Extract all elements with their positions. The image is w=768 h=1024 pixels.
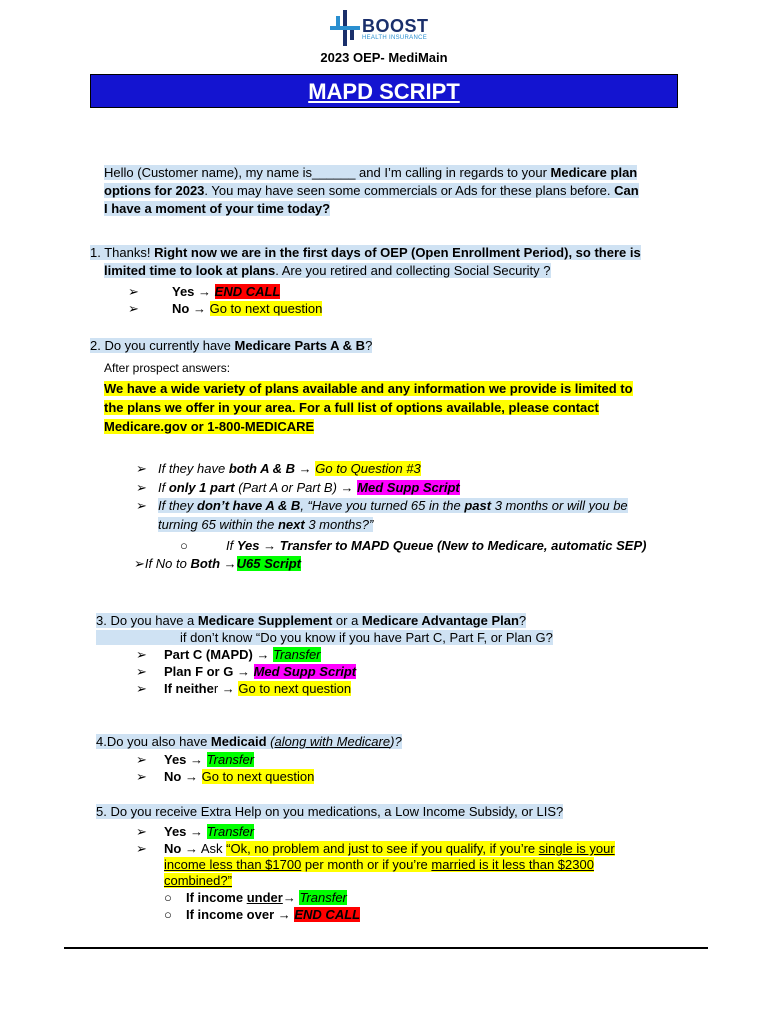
q1-no-option: ➢ No → Go to next question (128, 301, 323, 316)
q2-option-no-both: ➢If No to Both →U65 Script (134, 556, 301, 571)
arrow-bullet-icon: ➢ (136, 664, 147, 679)
arrow-bullet-icon: ➢ (128, 284, 139, 299)
boost-logo-icon (330, 10, 360, 46)
logo-subtext: HEALTH INSURANCE (362, 35, 428, 41)
question-3-line-2: if don’t know “Do you know if you have Part C, Part F, or Plan G? (96, 629, 553, 647)
q1-yes-option: ➢ Yes → END CALL (128, 284, 281, 299)
q2-sub-option-yes: ○ If Yes → Transfer to MAPD Queue (New to Medicare, automatic SEP) (180, 538, 647, 553)
intro-line-3: I have a moment of your time today? (104, 201, 331, 216)
circle-bullet-icon: ○ (180, 538, 188, 553)
disclaimer-line-3: Medicare.gov or 1-800-MEDICARE (104, 419, 315, 434)
disclaimer-line-1: We have a wide variety of plans available and any information we provide is limited to (104, 381, 633, 396)
arrow-bullet-icon: ➢ (136, 841, 147, 856)
arrow-bullet-icon: ➢ (136, 480, 147, 495)
logo-text: BOOST (362, 16, 429, 36)
q5-sub-income-over: ○ If income over → END CALL (164, 907, 361, 922)
q5-no-option-line-1: ➢ No → Ask “Ok, no problem and just to see if you qualify, if you’re single is your (136, 841, 615, 856)
intro-line-1: Hello (Customer name), my name is______ and I’m calling in regards to your Medicare plan (104, 165, 638, 180)
footer-divider (64, 947, 708, 949)
arrow-bullet-icon: ➢ (136, 647, 147, 662)
arrow-bullet-icon: ➢ (136, 498, 147, 513)
after-answers-label: After prospect answers: (104, 361, 231, 375)
intro-line-2: options for 2023. You may have seen some commercials or Ads for these plans before. Can (104, 183, 639, 198)
q5-no-option-line-2: income less than $1700 per month or if you’re married is it less than $2300 (164, 857, 594, 872)
circle-bullet-icon: ○ (164, 907, 172, 922)
question-2: 2. Do you currently have Medicare Parts A & B? (90, 338, 373, 353)
q3-option-plan-f-g: ➢ Plan F or G → Med Supp Script (136, 664, 357, 679)
arrow-bullet-icon: ➢ (134, 556, 145, 571)
q5-yes-option: ➢ Yes → Transfer (136, 824, 255, 839)
q2-option-none-line-2: turning 65 within the next 3 months?” (158, 517, 374, 532)
q2-option-none-line-1: ➢ If they don’t have A & B, “Have you turned 65 in the past 3 months or will you be (136, 498, 628, 513)
arrow-bullet-icon: ➢ (136, 461, 147, 476)
arrow-bullet-icon: ➢ (128, 301, 139, 316)
arrow-bullet-icon: ➢ (136, 769, 147, 784)
question-1-line-2: limited time to look at plans. Are you retired and collecting Social Security ? (104, 263, 551, 278)
circle-bullet-icon: ○ (164, 890, 172, 905)
page-subtitle: 2023 OEP- MediMain (320, 50, 448, 65)
question-4: 4.Do you also have Medicaid (along with Medicare)? (96, 734, 402, 749)
q4-no-option: ➢ No → Go to next question (136, 769, 315, 784)
q5-sub-income-under: ○ If income under→ Transfer (164, 890, 347, 905)
disclaimer-line-2: the plans we offer in your area. For a full list of options available, please contact (104, 400, 599, 415)
arrow-bullet-icon: ➢ (136, 681, 147, 696)
page-title: MAPD SCRIPT (308, 79, 460, 104)
question-5: 5. Do you receive Extra Help on you medications, a Low Income Subsidy, or LIS? (96, 804, 564, 819)
title-banner (90, 74, 678, 108)
q3-option-neither: ➢ If neither → Go to next question (136, 681, 352, 696)
question-1-line-1: 1. Thanks! Right now we are in the first days of OEP (Open Enrollment Period), so there is (90, 245, 641, 260)
question-3-line-1: 3. Do you have a Medicare Supplement or a Medicare Advantage Plan? (96, 613, 527, 628)
arrow-bullet-icon: ➢ (136, 824, 147, 839)
q4-yes-option: ➢ Yes → Transfer (136, 752, 255, 767)
q3-option-part-c: ➢ Part C (MAPD) → Transfer (136, 647, 321, 662)
q2-option-both: ➢ If they have both A & B → Go to Question #3 (136, 461, 421, 476)
arrow-bullet-icon: ➢ (136, 752, 147, 767)
q5-no-option-line-3: combined?” (164, 873, 232, 888)
q2-option-one-part: ➢ If only 1 part (Part A or Part B) → Med Supp Script (136, 480, 460, 495)
